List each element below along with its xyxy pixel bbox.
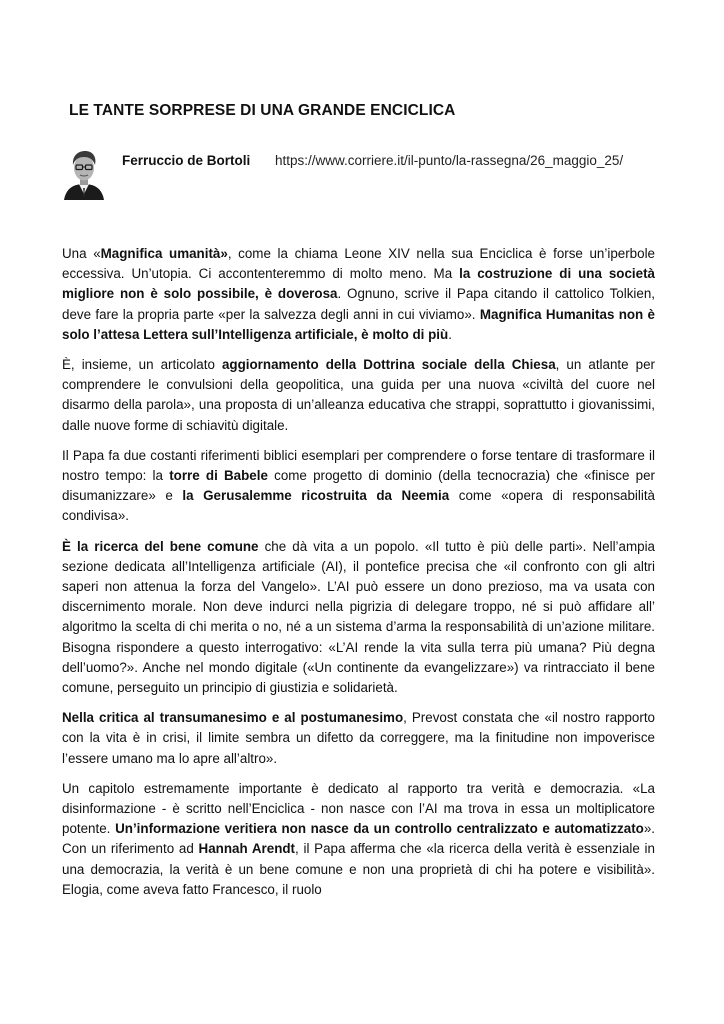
paragraph-riferimenti-biblici — [62, 446, 655, 527]
article-title: LE TANTE SORPRESE DI UNA GRANDE ENCICLICA — [69, 102, 456, 119]
source-url: https://www.corriere.it/il-punto/la-rassegna/26_maggio_25/ — [275, 153, 624, 168]
paragraph-transumanesimo — [62, 708, 655, 769]
bold-text: la costruzione di una società migliore non è solo possibile, è doverosa — [62, 266, 655, 302]
text-run: che dà vita a un popolo. «Il tutto è più delle parti». Nell’ampia sezione dedicata all’Intelligenza artificiale (AI), il pontefice precisa che «il confronto con gli altri saperi non attenua la forza del Vangelo». L’AI può essere un dono prezioso, ma va usata con discernimento morale. Non deve indurci nella pigrizia di delegare troppo, né si può affidare all’ algoritmo la scelta di chi merita o no, né a un sistema d’arma la responsabilità di un’azione militare. Bisogna rispondere a questo interrogativo: «L’AI rende la vita sulla terra più umana? Più degna dell’uomo?». Anche nel mondo digitale («Un continente da evangelizzare») va rintracciato il bene comune, perseguito un principio di giustizia e solidarietà. — [62, 538, 655, 696]
paragraph-dottrina — [62, 355, 655, 436]
text-run: , come la chiama Leone XIV nella sua Enciclica è forse un’iperbole eccessiva. Un’utopia. Ci accontenteremmo di molto meno. Ma — [62, 246, 656, 282]
text-run: come «opera di responsabilità condivisa». — [62, 488, 656, 524]
text-run: . Ognuno, scrive il Papa citando il cattolico Tolkien, deve fare la propria parte «per la salvezza degli anni in cui viviamo». — [62, 286, 655, 322]
text-run: , un atlante per comprendere le convulsioni della geopolitica, una guida per una nuova «civiltà del cuore nel disarmo della parola», una proposta di un’alleanza educativa che strappi, soprattutto i giovanissimi, dalle nuove forme di schiavitù digitale. — [62, 357, 655, 433]
article-body — [62, 244, 655, 910]
bold-text: aggiornamento della Dottrina sociale della Chiesa — [221, 357, 556, 373]
text-run: , Prevost constata che «il nostro rapporto con la vita è in crisi, il limite sembra un difetto da correggere, ma la finitudine non impoverisce l’essere umano ma lo apre all’altro». — [62, 710, 656, 766]
paragraph-intro — [62, 244, 655, 345]
text-run: Un capitolo estremamente importante è dedicato al rapporto tra verità e democrazia. «La disinformazione - è scritto nell’Enciclica - non nasce con l’AI ma trova in essa un moltiplicatore potente. — [62, 780, 655, 837]
bold-text: Nella critica al transumanesimo e al postumanesimo — [62, 710, 404, 726]
author-name: Ferruccio de Bortoli — [122, 153, 251, 168]
text-run: come progetto di dominio (della tecnocrazia) che «finisce per disumanizzare» e — [62, 468, 655, 504]
text-run: ». Con un riferimento ad — [62, 821, 656, 857]
text-run: . — [448, 326, 452, 342]
byline — [62, 148, 702, 202]
bold-text: Hannah Arendt — [198, 841, 296, 857]
text-run: Una « — [62, 246, 101, 261]
paragraph-verita-democrazia — [62, 779, 655, 900]
bold-text: Magnifica umanità» — [100, 246, 228, 261]
text-run: È, insieme, un articolato — [62, 357, 222, 373]
bold-text: Magnifica Humanitas non è solo l’attesa Lettera sull’Intelligenza artificiale, è molto di più — [62, 306, 655, 342]
text-run: , il Papa afferma che «la ricerca della verità è essenziale in una democrazia, la verità è un bene comune e non una proprietà di chi ha potere e visibilità». Elogia, come aveva fatto Francesco, il ruolo — [62, 841, 655, 897]
bold-text: torre di Babele — [169, 468, 268, 484]
text-run: Il Papa fa due costanti riferimenti biblici esemplari per comprendere o forse tentare di trasformare il nostro tempo: la — [62, 447, 655, 484]
bold-text: la Gerusalemme ricostruita da Neemia — [182, 488, 450, 504]
bold-text: Un’informazione veritiera non nasce da un controllo centralizzato e automatizzato — [115, 821, 644, 837]
bold-text: È la ricerca del bene comune — [62, 538, 259, 554]
paragraph-bene-comune — [62, 537, 655, 699]
author-portrait — [62, 148, 106, 200]
